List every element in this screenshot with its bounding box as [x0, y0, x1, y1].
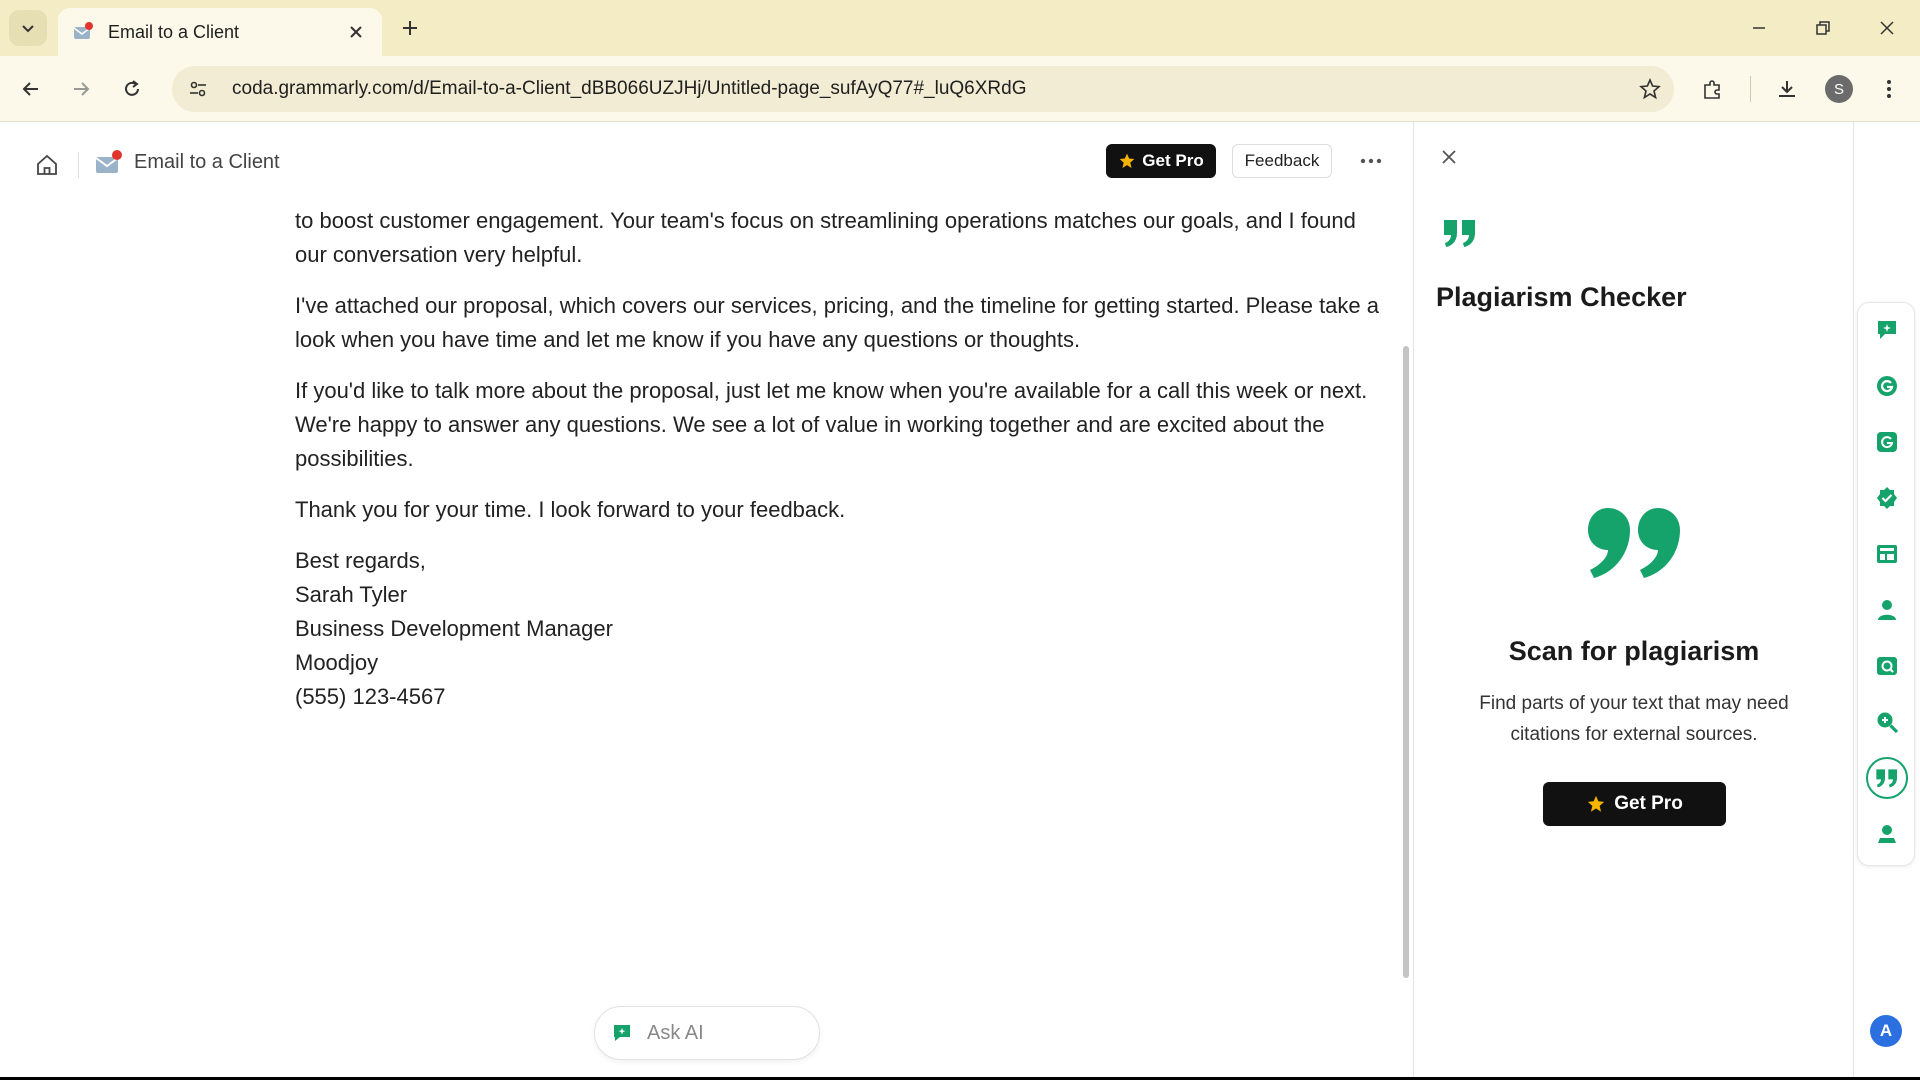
get-pro-button[interactable]: [1106, 144, 1216, 178]
forward-button[interactable]: [64, 72, 98, 106]
close-icon: [349, 25, 363, 39]
feedback-button[interactable]: Feedback: [1232, 144, 1332, 178]
address-bar[interactable]: [172, 66, 1674, 112]
star-outline-icon: [1639, 78, 1661, 100]
window-close-button[interactable]: [1870, 12, 1904, 44]
plus-icon: [401, 19, 419, 37]
url-text[interactable]: coda.grammarly.com/d/Email-to-a-Client_dBB066UZJHj/Untitled-page_sufAyQ77#_luQ6XRdG: [232, 78, 1027, 99]
rail-plagiarism-button[interactable]: [1866, 757, 1908, 799]
header-divider: [78, 152, 79, 178]
minimize-button[interactable]: [1742, 12, 1776, 44]
person-pin-icon: [1875, 822, 1899, 846]
paragraph[interactable]: Thank you for your time. I look forward to your feedback.: [295, 497, 846, 522]
downloads-button[interactable]: [1770, 72, 1804, 106]
reload-icon: [122, 79, 142, 99]
mail-favicon-icon: [72, 21, 94, 43]
quote-icon: [1442, 218, 1478, 248]
download-icon: [1776, 78, 1798, 100]
signature-line: Best regards,: [295, 548, 426, 573]
tab-close-button[interactable]: [344, 20, 368, 44]
signature-line: Moodjoy: [295, 650, 379, 675]
close-icon: [1879, 20, 1895, 36]
tool-rail: [1853, 122, 1920, 1077]
signature-line: (555) 123-4567: [295, 684, 446, 709]
rail-rewrite-button[interactable]: [1870, 425, 1904, 459]
close-icon: [1440, 148, 1458, 166]
paragraph[interactable]: I've attached our proposal, which covers our services, pricing, and the timeline for getting started. Please take a look when you have time and let me know if you have any questions or thoughts.: [295, 293, 1379, 352]
tab-search-button[interactable]: [9, 10, 47, 46]
signature-block[interactable]: [295, 544, 1385, 714]
extensions-button[interactable]: [1696, 72, 1730, 106]
layout-icon: [1875, 542, 1899, 566]
puzzle-icon: [1702, 78, 1724, 100]
quote-icon: [1875, 768, 1899, 788]
paragraph[interactable]: to boost customer engagement. Your team's focus on streamlining operations matches our goals, and I found our conversation very helpful.: [295, 208, 1356, 267]
scrollbar-thumb[interactable]: [1403, 346, 1409, 978]
quote-illustration-icon: [1586, 502, 1682, 582]
restore-icon: [1815, 20, 1831, 36]
rail-person-button[interactable]: [1870, 817, 1904, 851]
signature-line: Business Development Manager: [295, 616, 613, 641]
rail-check-button[interactable]: [1870, 481, 1904, 515]
browser-toolbar: [0, 56, 1920, 122]
search-zoom-icon: [1875, 710, 1899, 734]
page: [0, 122, 1920, 1077]
restore-button[interactable]: [1806, 12, 1840, 44]
reload-button[interactable]: [115, 72, 149, 106]
detector-icon: [1875, 654, 1899, 678]
panel-title: Plagiarism Checker: [1436, 282, 1687, 312]
browser-menu-button[interactable]: [1872, 72, 1906, 106]
kebab-menu-icon: [1886, 78, 1892, 100]
scan-description: Find parts of your text that may need citations for external sources.: [1479, 693, 1789, 745]
rail-grammarly-button[interactable]: [1870, 369, 1904, 403]
arrow-right-icon: [71, 79, 91, 99]
tune-icon: [188, 79, 208, 99]
chevron-down-icon: [20, 20, 36, 36]
arrow-left-icon: [21, 79, 41, 99]
panel-close-button[interactable]: [1436, 144, 1462, 170]
site-info-button[interactable]: [178, 69, 218, 109]
ask-ai-button[interactable]: [594, 1006, 820, 1060]
document-scrollbar[interactable]: [1400, 202, 1412, 1072]
back-button[interactable]: [14, 72, 48, 106]
minimize-icon: [1751, 20, 1767, 36]
browser-tab[interactable]: [58, 8, 382, 56]
doc-header: [0, 122, 1412, 200]
doc-title[interactable]: Email to a Client: [134, 151, 280, 173]
rail-layout-button[interactable]: [1870, 537, 1904, 571]
rail-user-button[interactable]: [1870, 593, 1904, 627]
new-tab-button[interactable]: [396, 14, 424, 42]
panel-get-pro-button[interactable]: [1543, 782, 1726, 826]
more-horizontal-icon: [1360, 158, 1382, 164]
mail-doc-icon: [94, 148, 124, 178]
account-avatar[interactable]: A: [1870, 1015, 1902, 1047]
rail-detector-button[interactable]: [1870, 649, 1904, 683]
toolbar-divider: [1750, 76, 1751, 102]
rail-search-button[interactable]: [1870, 705, 1904, 739]
star-icon: [1586, 794, 1606, 814]
user-icon: [1875, 598, 1899, 622]
home-icon: [35, 153, 59, 177]
signature-line: Sarah Tyler: [295, 582, 408, 607]
get-pro-label: Get Pro: [1614, 793, 1683, 814]
grammarly-icon: [1875, 374, 1899, 398]
bookmark-button[interactable]: [1636, 75, 1664, 103]
plagiarism-panel: [1413, 122, 1853, 1077]
tool-rail-group: [1857, 302, 1915, 866]
star-icon: [1118, 152, 1136, 170]
rewrite-icon: [1875, 430, 1899, 454]
ai-chat-icon: [1875, 318, 1899, 342]
profile-avatar: S: [1825, 75, 1853, 103]
profile-button[interactable]: [1822, 72, 1856, 106]
document-body[interactable]: [295, 204, 1385, 731]
ai-chat-icon: [611, 1022, 633, 1044]
check-badge-icon: [1875, 486, 1899, 510]
scan-title: Scan for plagiarism: [1508, 636, 1760, 666]
paragraph[interactable]: If you'd like to talk more about the proposal, just let me know when you're available for a call this week or next. We're happy to answer any questions. We see a lot of value in working together and are excited about the possibilities.: [295, 378, 1368, 471]
more-options-button[interactable]: [1354, 146, 1388, 176]
browser-titlebar: [0, 0, 1920, 56]
ask-ai-label: Ask AI: [647, 1021, 704, 1044]
tab-title: Email to a Client: [108, 21, 240, 42]
get-pro-label: Get Pro: [1142, 151, 1204, 170]
home-button[interactable]: [30, 148, 64, 182]
rail-ai-chat-button[interactable]: [1870, 313, 1904, 347]
